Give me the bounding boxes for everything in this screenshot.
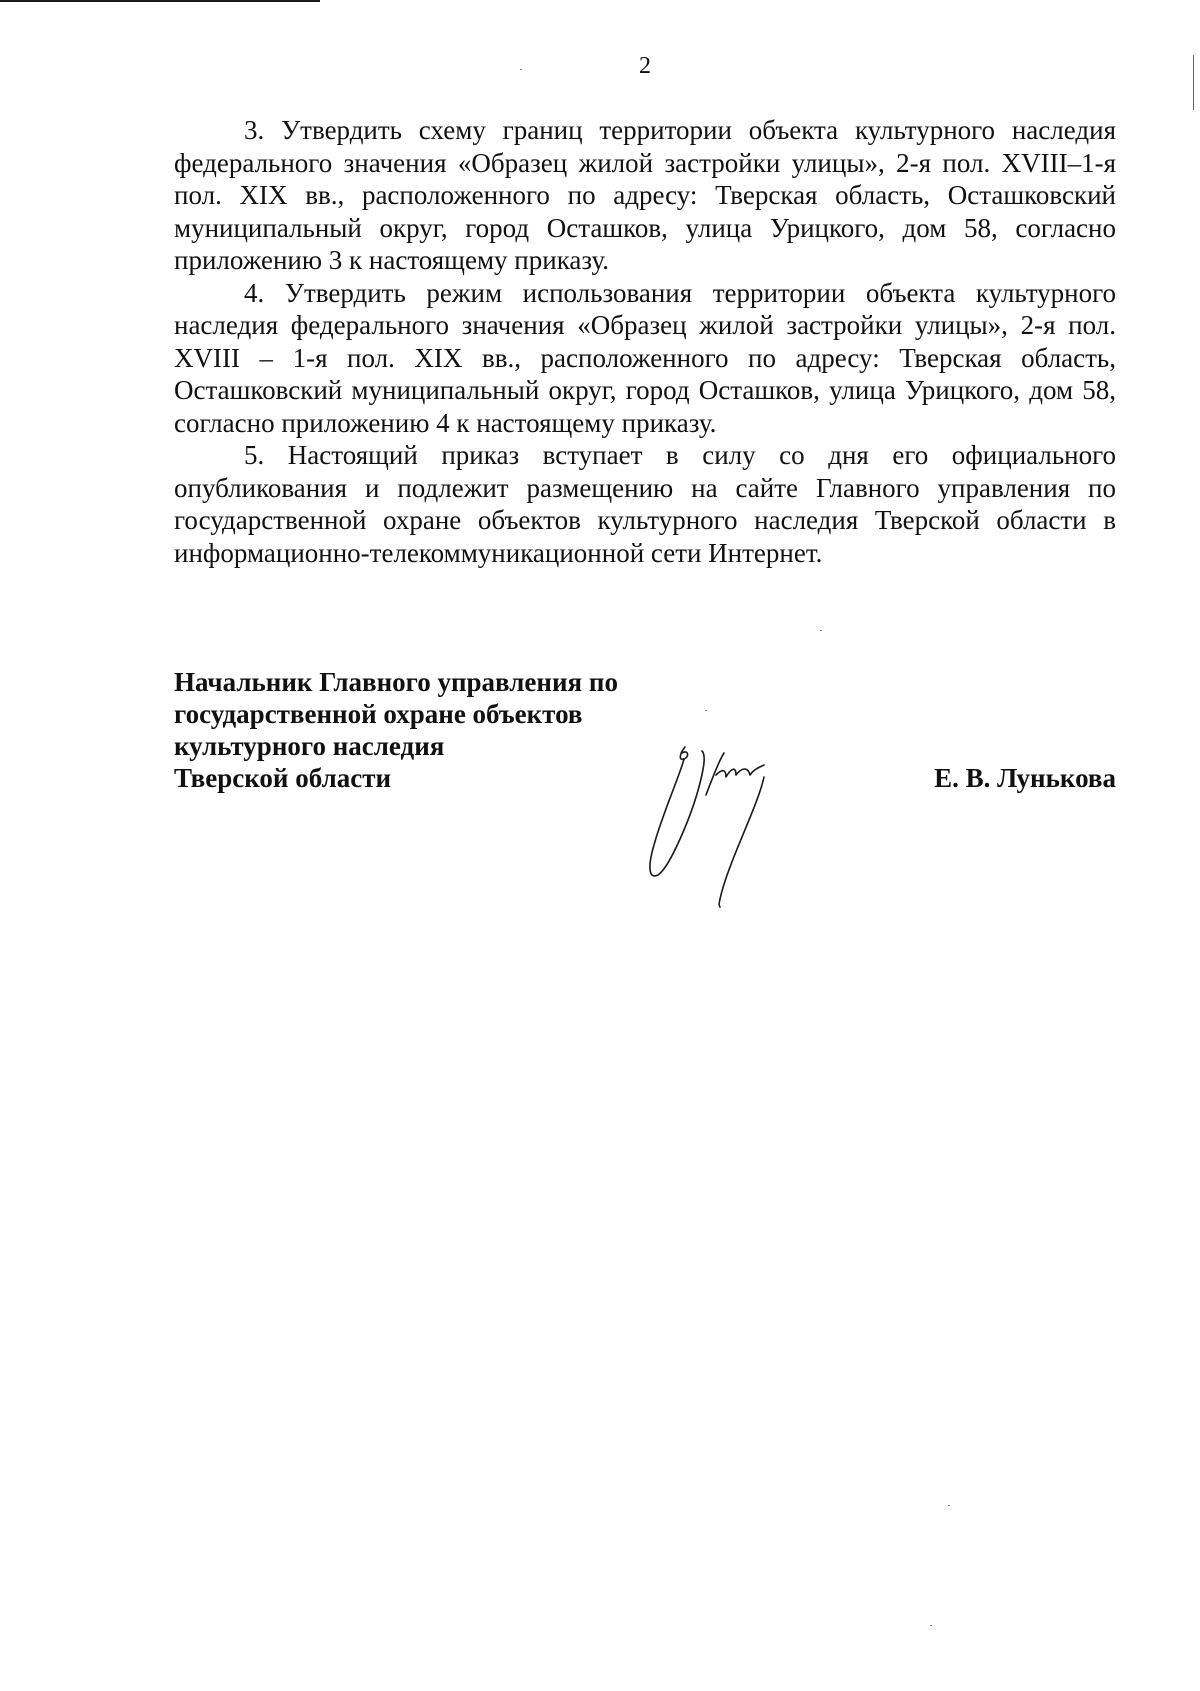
scan-speck (930, 1625, 932, 1626)
page-number: 2 (639, 53, 651, 79)
scan-speck (820, 630, 822, 631)
signatory-position-line: Тверской области (174, 763, 392, 793)
signatory-name: Е. В. Лунькова (934, 763, 1116, 793)
paragraph-4: 4. Утвердить режим использования территории объекта культурного наследия федерального значения «Образец жилой застройки улицы», 2-я пол. XVIII – 1-я пол. XIX вв., расположенного по адресу: Тверская область, Осташковский муниципальный округ, город Осташков, улица Урицкого, дом 58, согласно приложению 4 к настоящему приказу. (174, 277, 1116, 438)
scan-speck (705, 710, 707, 711)
scan-artifact-line (0, 0, 320, 2)
handwritten-signature (640, 735, 830, 925)
signatory-position-line: культурного наследия (174, 731, 445, 761)
scan-speck (520, 69, 522, 70)
signatory-position (174, 666, 694, 794)
paragraph-5: 5. Настоящий приказ вступает в силу со дня его официального опубликования и подлежит размещению на сайте Главного управления по государственной охране объектов культурного наследия Тверской области в информационно-телекоммуникационной сети Интернет. (174, 440, 1116, 568)
signatory-position-line: Начальник Главного управления по (174, 667, 618, 697)
document-body (174, 114, 1116, 569)
signatory-position-line: государственной охране объектов (174, 699, 583, 729)
scan-speck (948, 1505, 950, 1506)
paragraph-3: 3. Утвердить схему границ территории объекта культурного наследия федерального значения «Образец жилой застройки улицы», 2-я пол. XVIII–1-я пол. XIX вв., расположенного по адресу: Тверская область, Осташковский муниципальный округ, город Осташков, улица Урицкого, дом 58, согласно приложению 3 к настоящему приказу. (174, 115, 1116, 275)
